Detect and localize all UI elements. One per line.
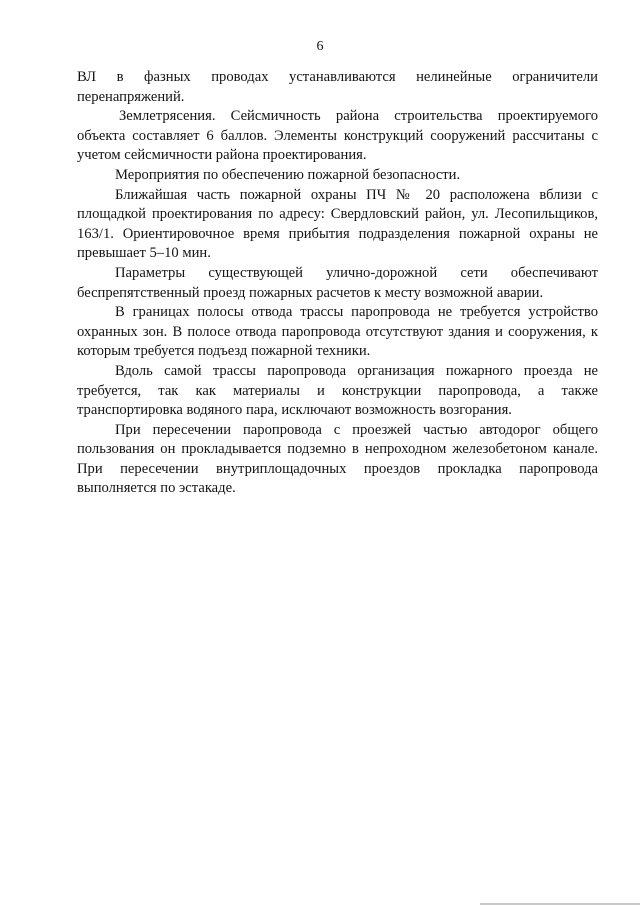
paragraph-protection-zones: В границах полосы отвода трассы паропровода не требуется устройство охранных зон. В полосе отвода паропровода отсутствуют здания и сооружения, к которым требуется подъезд пожарной техники.	[77, 304, 598, 360]
paragraph-continuation: ВЛ в фазных проводах устанавливаются нелинейные ограничители перенапряжений.	[77, 69, 598, 105]
paragraph-fire-station: Ближайшая часть пожарной охраны ПЧ № 20 расположена вблизи с площадкой проектирования по адресу: Свердловский район, ул. Лесопильщиков, 163/1. Ориентировочное время прибытия подразделения пожарной охраны не превышает 5–10 мин.	[77, 186, 598, 262]
paragraph-fire-safety-heading: Мероприятия по обеспечению пожарной безопасности.	[115, 166, 461, 183]
paragraph-road-crossing: При пересечении паропровода с проезжей частью автодорог общего пользования он прокладывается подземно в непроходном железобетоном канале. При пересечении внутриплощадочных проездов прокладка паропровода выполняется по эстакаде.	[77, 421, 598, 497]
paragraph-earthquakes: Землетрясения. Сейсмичность района строительства проектируемого объекта составляет 6 баллов. Элементы конструкций сооружений рассчитаны с учетом сейсмичности района проектирования.	[77, 108, 598, 164]
paragraph-fire-passage: Вдоль самой трассы паропровода организация пожарного проезда не требуется, так как материалы и конструкции паропровода, а также транспортировка водяного пара, исключают возможность возгорания.	[77, 362, 598, 419]
paragraph-road-network: Параметры существующей улично-дорожной сети обеспечивают беспрепятственный проезд пожарных расчетов к месту возможной аварии.	[77, 264, 598, 301]
body-text	[77, 68, 598, 499]
page-number: 6	[316, 39, 324, 54]
